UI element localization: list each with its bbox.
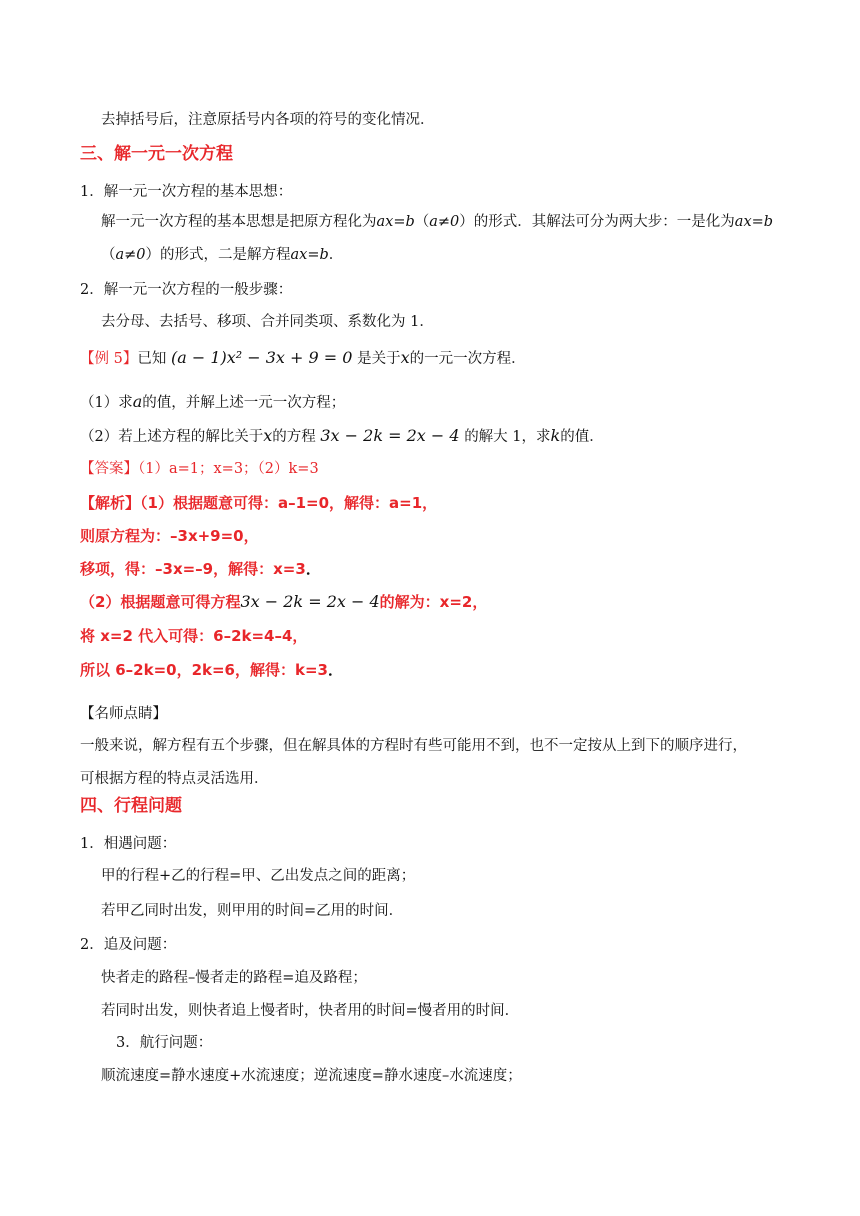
text: 所以 6–2k=0，2k=6，解得：k=3 [80,661,328,679]
formula: ax=b [734,214,774,230]
text: ． [328,247,344,263]
example-5-question-1 [80,392,345,413]
formula: a≠0 [115,247,146,263]
text: 是关于 [357,351,401,367]
equation: (a − 1)x² − 3x + 9 = 0 [170,348,353,367]
period: ． [305,560,321,578]
text: 的值，并解上述一元一次方程； [142,395,346,411]
section-4-item-3-title: 3．航行问题： [116,1035,213,1051]
section-4-item-2-title: 2．追及问题： [80,937,177,953]
text: ）的形式．其解法可分为两大步：一是化为 [459,214,735,230]
section-3-item-1-line-2 [101,245,343,265]
analysis-line-3 [80,559,321,579]
analysis-label: 【解析】 [80,494,141,512]
period: ． [327,661,343,679]
text: 解一元一次方程的基本思想是把原方程化为 [101,214,377,230]
example-5-question-2 [80,426,604,447]
analysis-line-4 [80,592,487,612]
tip-line-2: 可根据方程的特点灵活选用． [80,771,269,787]
section-4-item-1-title: 1．相遇问题： [80,836,177,852]
section-4-item-1-line-1: 甲的行程+乙的行程=甲、乙出发点之间的距离； [101,868,416,884]
text: 的解为：x=2， [379,593,488,611]
text: （1）根据题意可得：a–1=0，解得：a=1， [140,494,438,512]
answer-label: 【答案】 [80,461,138,477]
formula: a≠0 [429,214,460,230]
section-3-item-2-text: 去分母、去括号、移项、合并同类项、系数化为 1． [101,314,434,330]
section-3-item-1-line-1 [101,212,773,232]
text: 的值． [560,429,604,445]
tip-line-1: 一般来说，解方程有五个步骤，但在解具体的方程时有些可能用不到，也不一定按从上到下的顺序进行， [80,738,747,754]
section-3-item-1-title: 1．解一元一次方程的基本思想： [80,184,293,200]
section-3-title: 三、解一元一次方程 [80,144,233,164]
variable: k [550,426,561,445]
text: （ [414,214,430,230]
analysis-line-6 [80,660,343,680]
text: （2）根据题意可得方程 [80,593,241,611]
answer-line [80,459,319,479]
formula: ax=b [290,247,329,263]
section-4-item-2-line-1: 快者走的路程–慢者走的路程=追及路程； [101,970,367,986]
equation: 3x − 2k = 2x − 4 [240,592,380,611]
text: （2）若上述方程的解比关于 [80,429,264,445]
example-label: 【例 5】 [80,351,138,367]
section-4-item-2-line-2: 若同时出发，则快者追上慢者时，快者用的时间=慢者用的时间． [101,1003,520,1019]
text: 的解大 1，求 [464,429,551,445]
tip-label: 【名师点睛】 [80,706,167,722]
answer-text: （1）a=1；x=3；（2）k=3 [138,461,319,477]
section-4-item-3-line-1: 顺流速度=静水速度+水流速度；逆流速度=静水速度–水流速度； [101,1068,522,1084]
text: （1）求 [80,395,133,411]
text: ）的形式，二是解方程 [145,247,291,263]
analysis-line-5: 将 x=2 代入可得：6–2k=4–4， [80,627,308,645]
text: 的一元一次方程． [409,351,526,367]
text: 移项，得：–3x=–9，解得：x=3 [80,560,306,578]
variable: x [400,348,410,367]
analysis-line-1 [80,493,437,513]
section-3-item-2-title: 2．解一元一次方程的一般步骤： [80,282,293,298]
section-4-title: 四、行程问题 [80,796,182,816]
section-4-item-1-line-2: 若甲乙同时出发，则甲用的时间=乙用的时间． [101,903,404,919]
formula: ax=b [376,214,415,230]
equation: 3x − 2k = 2x − 4 [320,426,460,445]
variable: a [132,392,143,411]
variable: x [263,426,273,445]
analysis-line-2: 则原方程为：–3x+9=0， [80,527,259,545]
intro-line: 去掉括号后，注意原括号内各项的符号的变化情况． [101,112,435,128]
text: 已知 [137,351,167,367]
example-5-statement [80,348,526,369]
text: 的方程 [272,429,316,445]
text: （ [101,247,116,263]
